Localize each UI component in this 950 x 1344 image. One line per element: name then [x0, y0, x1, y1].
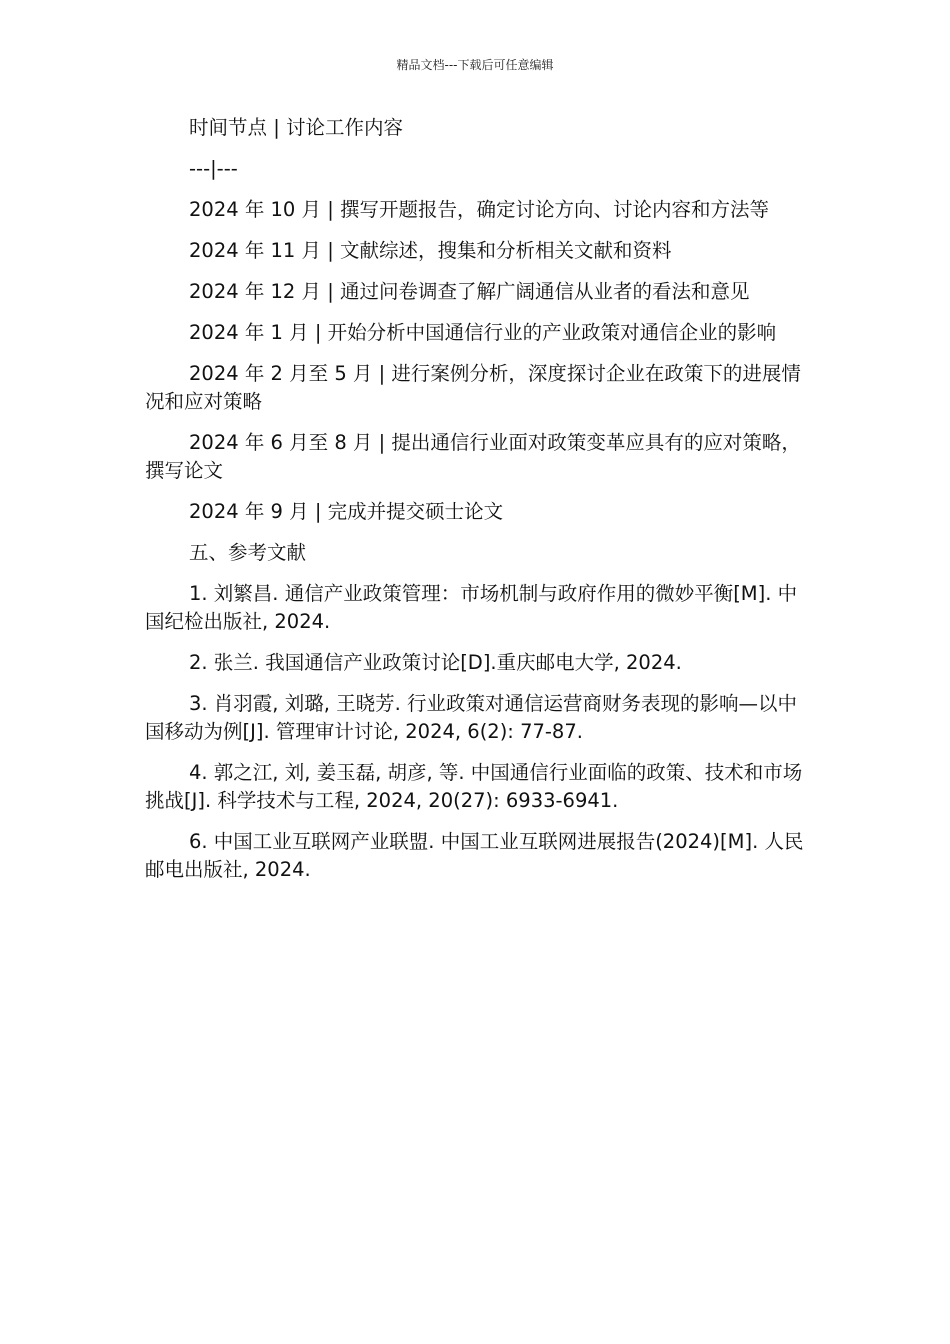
page-header: 精品文档---下载后可任意编辑 — [396, 58, 554, 72]
schedule-row: 2024 年 9 月 | 完成并提交硕士论文 — [189, 500, 504, 523]
reference-item: 2. 张兰. 我国通信产业政策讨论[D].重庆邮电大学, 2024. — [189, 651, 682, 674]
schedule-row: 2024 年 10 月 | 撰写开题报告，确定讨论方向、讨论内容和方法等 — [189, 198, 770, 221]
section-heading: 五、参考文献 — [189, 541, 307, 564]
table-header-line: 时间节点 | 讨论工作内容 — [189, 116, 403, 139]
reference-item: 3. 肖羽霞, 刘璐, 王晓芳. 行业政策对通信运营商财务表现的影响—以中国移动为例[J]. 管理审计讨论, 2024, 6(2): 77-87. — [145, 692, 797, 743]
reference-item: 6. 中国工业互联网产业联盟. 中国工业互联网进展报告(2024)[M]. 人民邮电出版社, 2024. — [145, 830, 804, 881]
schedule-row: 2024 年 2 月至 5 月 | 进行案例分析，深度探讨企业在政策下的进展情况和应对策略 — [145, 362, 801, 413]
table-separator-line: ---|--- — [189, 157, 238, 180]
reference-item: 1. 刘繁昌. 通信产业政策管理：市场机制与政府作用的微妙平衡[M]. 中国纪检出版社, 2024. — [145, 582, 798, 633]
schedule-row: 2024 年 11 月 | 文献综述，搜集和分析相关文献和资料 — [189, 239, 672, 262]
schedule-row: 2024 年 1 月 | 开始分析中国通信行业的产业政策对通信企业的影响 — [189, 321, 777, 344]
reference-item: 4. 郭之江, 刘, 姜玉磊, 胡彦, 等. 中国通信行业面临的政策、技术和市场挑战[J]. 科学技术与工程, 2024, 20(27): 6933-6941. — [145, 761, 803, 812]
schedule-row: 2024 年 12 月 | 通过问卷调查了解广阔通信从业者的看法和意见 — [189, 280, 750, 303]
schedule-row: 2024 年 6 月至 8 月 | 提出通信行业面对政策变革应具有的应对策略，撰写论文 — [145, 431, 801, 482]
document-body — [145, 114, 810, 897]
